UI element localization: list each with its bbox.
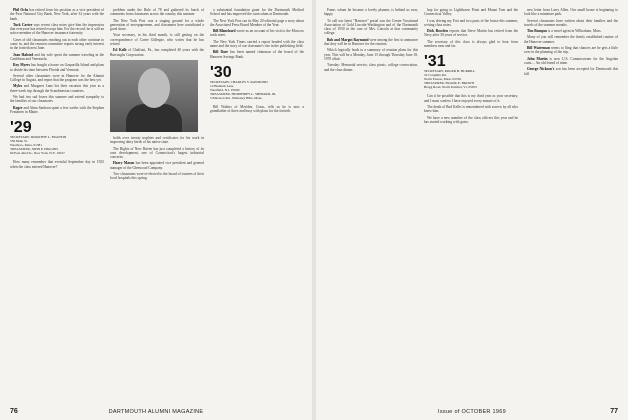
class-note-paragraph — [324, 63, 418, 72]
right-footer — [326, 405, 618, 415]
class-note-paragraph — [210, 105, 304, 114]
class-note-paragraph — [524, 57, 618, 66]
paragraph-text: says recent class notes give him the impression that everyone has retired except him. For the record, he is still an active member of the Hanover insurance fraternity. — [10, 22, 104, 36]
page-number: 77 — [610, 408, 618, 415]
secretary-city: Westboro, Mass. 01581 — [10, 143, 42, 148]
class-of-1930-heading — [210, 65, 304, 100]
paragraph-text: To call our latest "Hanover" portal was the Centre Vocational Association of Gold Lincoln-Washington and of the Dartmouth class of 1930 in the care of Mrs. Lincoln at that community college. — [324, 18, 418, 36]
classmate-name: Harry Mason — [113, 161, 135, 166]
class-note-paragraph — [110, 161, 204, 170]
class-note-paragraph — [524, 8, 618, 17]
paragraph-text: Which logically leads to a summary of reunion plans for this year. This will be a Monday, June 15 through Thursday June 18, 1970 affair. — [324, 48, 418, 61]
paragraph-text: Fame, whom he became a lovely planner, is behind us now, happy. — [324, 8, 418, 17]
paragraph-text: were among the first to announce that they will be in Hanover for the reunion. — [324, 37, 418, 47]
paragraph-text: holds over twenty trophies and certificates for his work in improving dairy herds of his native state. — [110, 135, 204, 145]
class-note-paragraph — [110, 136, 204, 145]
secretary-address: 10 Bismark Lane — [210, 83, 234, 88]
treasurer-address: 5 Emerson Rd., Wellesley Hills, Mass. — [210, 95, 263, 100]
class-note-paragraph — [110, 33, 204, 46]
paragraph-text: The secretary of this class is always glad to hear from members near and far. — [424, 39, 518, 49]
class-treasurer: TREASURER, FRANK E. BROWN — [424, 81, 475, 86]
class-secretary: SECRETARY, DOROTHY L. FRANTIN — [10, 135, 67, 140]
classmate-name: Roy Myers — [13, 63, 31, 68]
classmate-name: Phil Ochs — [13, 8, 29, 12]
paragraph-text: The New York Times carried a report headed with the class name and the story of our classmate's rise in the publishing field. — [210, 39, 304, 49]
paragraph-text: Two classmates were re-elected to the board of trustees of their local hospitals this spring. — [110, 172, 204, 181]
classmate-name: John Martin — [527, 56, 548, 61]
class-note-paragraph — [10, 106, 104, 115]
paragraph-text: son has been accepted for Dartmouth this fall. — [524, 67, 618, 76]
paragraph-text: problem under the Rule of 78 and gathered its batch of comments from classmates across the country this summer. — [110, 8, 204, 17]
class-note-paragraph — [524, 29, 618, 33]
right-column-1 — [324, 8, 418, 394]
class-note-paragraph — [10, 95, 104, 104]
class-note-paragraph — [524, 46, 618, 55]
paragraph-text: Several other classmates were in Hanover for the Alumni College in August, and report that the program was the best yet. — [10, 73, 104, 83]
class-note-paragraph — [424, 116, 518, 125]
paragraph-text: I was driving my Fort and two parts of the house this summer, writing class notes. — [424, 18, 518, 27]
paragraph-text: We had two sad losses this summer and extend sympathy to the families of our classmates. — [10, 95, 104, 104]
classmate-name: Bill Blanchard — [213, 29, 236, 34]
paragraph-text: is a travel agent in Wilbraham, Mass. — [547, 29, 602, 34]
paragraph-text: Can it be possible that this is my third year as your secretary, and I must confess I have enjoyed every minute of it. — [424, 94, 518, 103]
class-note-paragraph — [424, 29, 518, 38]
paragraph-text: has retired from his position as a vice president of the First National City Bank, New York, after 32 years with the bank. — [10, 8, 104, 21]
secretary-address: 32 Coughlin Rd. — [424, 73, 447, 78]
paragraph-text: The New York Post ran its May 20 editorial page a story about the Associated Press Board Member of the Year. — [210, 18, 304, 27]
class-note-paragraph — [110, 8, 204, 17]
class-note-paragraph — [210, 29, 304, 38]
class-year: '30 — [210, 63, 232, 81]
class-of-1931-heading — [424, 54, 518, 89]
paragraph-text: Cases of old classmates reaching out to each other continue to come in, and the reunion committee reports strong early interest in the fortieth next June. — [10, 37, 104, 51]
classmate-name: Ed Kolb — [113, 48, 127, 53]
class-note-paragraph — [524, 19, 618, 28]
class-note-paragraph — [424, 105, 518, 114]
class-of-1929-heading — [10, 120, 104, 155]
right-column-3 — [524, 8, 618, 394]
class-note-paragraph — [10, 53, 104, 62]
paragraph-text: has bought a house on Gasparilla Island and plans to divide his time between Florida and Vermont. — [10, 63, 104, 72]
class-note-paragraph — [424, 40, 518, 49]
left-column-2 — [110, 8, 204, 394]
class-note-paragraph — [324, 19, 418, 36]
class-secretary: SECRETARY, CHARLES V. RAYMOND — [210, 79, 268, 84]
left-column-3 — [210, 8, 304, 394]
class-note-paragraph — [210, 19, 304, 28]
page-number: 76 — [10, 408, 18, 415]
paragraph-text: is now U.S. Commissioner for the Angolan coast.... An old friend of mine. — [524, 56, 618, 65]
running-footer: Issue of OCTOBER 1969 — [438, 409, 506, 415]
class-year: '31 — [424, 53, 446, 71]
paragraph-text: How many remember that eventful September day in 1925 when the class entered Hanover? — [10, 160, 104, 169]
classmate-name: Dick Bowden — [427, 29, 448, 34]
class-note-paragraph — [10, 160, 104, 169]
paragraph-text: Several classmates have written about their families and the travels of the summer months. — [524, 18, 618, 27]
paragraph-text: The New York Post was a staging ground for a whole generation of newspapermen, and classmates here contributed a good share. — [110, 18, 204, 32]
running-footer: DARTMOUTH ALUMNI MAGAZINE — [108, 409, 204, 415]
classmate-name: Bill Waterman — [527, 46, 550, 51]
paragraph-text: and Margaret Lane list their vacation this year as a three-week trip through the Scandinavian countries. — [10, 84, 104, 93]
class-treasurer: TREASURER, HUMPHREY L. SHEPARD, JR. — [210, 91, 277, 96]
paragraph-text: has been appointed vice president and general manager of the Glenwood Company. — [110, 161, 204, 170]
class-note-paragraph — [424, 8, 518, 17]
class-note-paragraph — [110, 172, 204, 181]
classmate-name: Roger — [13, 105, 23, 110]
class-note-paragraph — [324, 48, 418, 61]
paragraph-text: We have a new member of the class officers this year and he has started working with gusto. — [424, 115, 518, 124]
paragraph-text: Bill Walters of Meriden, Conn., tells us he is now a grandfather of three and busy with plans for the fortieth. — [210, 104, 304, 114]
class-note-paragraph — [424, 19, 518, 28]
paragraph-text: wrote us an account of his visit to the Moscow track meet. — [210, 29, 304, 38]
paragraph-text: and Alma Sanborn spent a few weeks with the Stephen Fontaines in Maine. — [10, 105, 104, 114]
secretary-city: Westfield, N.J. 07090 — [210, 87, 240, 92]
class-note-paragraph — [210, 50, 304, 59]
class-note-paragraph — [10, 74, 104, 83]
right-page — [316, 0, 628, 420]
class-note-paragraph — [324, 8, 418, 17]
paragraph-text: a substantial foundation grant for the Dartmouth Medical School and has improved the curriculum at Dartmouth. — [210, 8, 304, 17]
secretary-address: 559 Main St. — [10, 139, 28, 144]
treasurer-address: 60 East 42nd St., New York, N.Y. 10017 — [10, 151, 65, 156]
class-note-paragraph — [324, 38, 418, 47]
class-note-paragraph — [10, 38, 104, 51]
classmate-name: Tim Bumpus — [527, 29, 548, 34]
class-note-paragraph — [110, 19, 204, 32]
class-note-paragraph — [524, 35, 618, 44]
left-page — [0, 0, 312, 420]
class-note-paragraph — [10, 63, 104, 72]
paragraph-text: and his wife spent the summer traveling in the Caribbean and Venezuela. — [10, 52, 104, 61]
class-note-paragraph — [210, 40, 304, 49]
secretary-city: North Easton, Mass. 02356 — [424, 77, 462, 82]
treasurer-address: Bragg Road, North Pomfret, Vt. 05053 — [424, 85, 477, 90]
classmate-name: Tuck Carter — [13, 22, 33, 27]
right-column-2 — [424, 8, 518, 394]
paragraph-text: hop for going to Lighthouse Point and Mount Tom and the Connecticut Valley. — [424, 8, 518, 17]
class-note-paragraph — [110, 147, 204, 160]
classmate-name: Jean Halsted — [13, 52, 34, 57]
class-note-paragraph — [10, 8, 104, 21]
class-note-paragraph — [524, 67, 618, 76]
paragraph-text: Tuesday: Memorial service, class picnic, college convocation, and the class dinner. — [324, 63, 418, 72]
paragraph-text: new letter from Larry Allen. Our small house is beginning to look like a miniature park. — [524, 8, 618, 17]
class-secretary: SECRETARY, ROGER B. BURRILL — [424, 69, 476, 74]
class-note-paragraph — [110, 48, 204, 57]
left-footer — [10, 405, 302, 415]
class-note-paragraph — [424, 94, 518, 103]
paragraph-text: reports that Steve Martin has retired from the Navy after 30 years of service. — [424, 29, 518, 38]
classmate-name: Bill Dare — [213, 50, 228, 55]
classmate-name: Bob and Margot Raymond — [327, 37, 369, 42]
paragraph-text: The Rights of New Haven has just completed a history of its own development, one of Connecticut's largest industrial concerns. — [110, 146, 204, 160]
class-note-paragraph — [10, 23, 104, 36]
classmate-name: Myles — [13, 84, 23, 89]
paragraph-text: Your secretary, in his third month, is still getting on the correspondence of Carter Gillespie, who writes that he has retired. — [110, 33, 204, 47]
paragraph-text: seems to fling that chances are he gets a little over in the planning of the trip. — [524, 46, 618, 55]
paragraph-text: Many of you will remember the firmly established routine of the Hanover summer. — [524, 35, 618, 44]
paragraph-text: has been named chairman of the board of the Hanover Savings Bank. — [210, 50, 304, 59]
paragraph-text: of Chalfont, Pa., has completed 40 years with the Burroughs Corporation. — [110, 48, 204, 57]
class-year: '29 — [10, 119, 32, 137]
class-note-paragraph — [210, 8, 304, 17]
portrait-photo — [110, 60, 198, 132]
classmate-name: George Nickson's — [527, 67, 555, 72]
class-note-paragraph — [10, 84, 104, 93]
class-treasurer: TREASURER, JOHN P. HIGGINS — [10, 147, 59, 152]
paragraph-text: The death of Bud Kellis is remembered with sorrow by all who knew him. — [424, 104, 518, 114]
left-column-1 — [10, 8, 104, 394]
